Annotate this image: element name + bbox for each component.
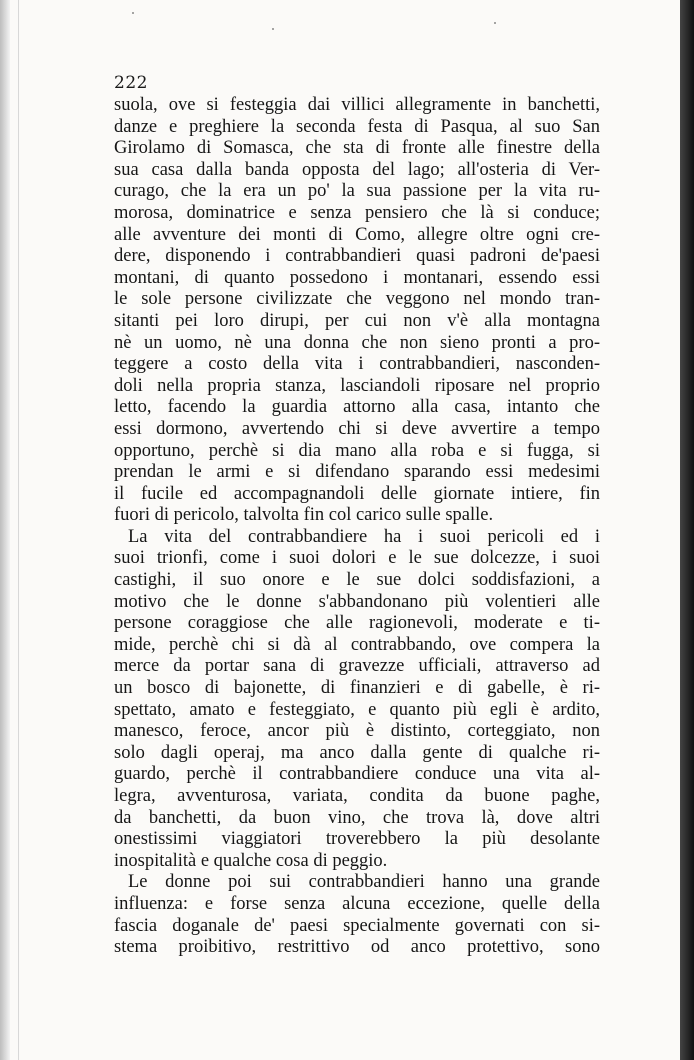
text-line: persone coraggiose che alle ragionevoli, moderate e ti- [114, 613, 600, 634]
text-line: le sole persone civilizzate che veggono nel mondo tran- [114, 289, 600, 310]
text-line: dere, disponendo i contrabbandieri quasi padroni de'paesi [114, 246, 600, 267]
text-line: letto, facendo la guardia attorno alla casa, intanto che [114, 397, 600, 418]
text-line: fascia doganale de' paesi specialmente governati con si- [114, 915, 600, 936]
spine-shadow [0, 0, 10, 1060]
text-line: guardo, perchè il contrabbandiere conduce una vita al- [114, 764, 600, 785]
text-line: influenza: e forse senza alcuna eccezione, quelle della [114, 893, 600, 914]
paper-speck [132, 12, 134, 14]
text-line: doli nella propria stanza, lasciandoli riposare nel proprio [114, 375, 600, 396]
text-line: La vita del contrabbandiere ha i suoi pericoli ed i [128, 526, 600, 547]
text-line: mide, perchè chi si dà al contrabbando, ove compera la [114, 634, 600, 655]
text-line: Le donne poi sui contrabbandieri hanno una grande [128, 872, 600, 893]
text-line: nè un uomo, nè una donna che non sieno pronti a pro- [114, 332, 600, 353]
fold-line [18, 0, 19, 1060]
text-line: spettato, amato e festeggiato, e quanto più egli è ardito, [114, 699, 600, 720]
text-line: il fucile ed accompagnandoli delle giornate intiere, fin [114, 483, 600, 504]
text-line: Girolamo di Somasca, che sta di fronte alle finestre della [114, 138, 600, 159]
paper-speck [494, 22, 496, 24]
paper-speck [272, 28, 274, 30]
page-edge [680, 0, 694, 1060]
text-line: da banchetti, da buon vino, che trova là, dove altri [114, 807, 600, 828]
text-line: legra, avventurosa, variata, condita da buone paghe, [114, 786, 600, 806]
text-line: onestissimi viaggiatori troverebbero la più desolante [114, 829, 600, 850]
text-line: un bosco di bajonette, di finanzieri e di gabelle, è ri- [114, 678, 600, 699]
text-line: suola, ove si festeggia dai villici allegramente in banchetti, [114, 95, 600, 115]
text-line: merce da portar sana di gravezze ufficiali, attraverso ad [114, 656, 600, 677]
text-line: sua casa dalla banda opposta del lago; all'osteria di Ver- [114, 159, 600, 180]
text-line: castighi, il suo onore e le sue dolci soddisfazioni, a [114, 570, 600, 591]
text-line: manesco, feroce, ancor più è distinto, corteggiato, non [114, 721, 600, 742]
text-line: suoi trionfi, come i suoi dolori e le sue dolcezze, i suoi [114, 548, 600, 569]
text-line: morosa, dominatrice e senza pensiero che là si conduce; [114, 202, 600, 223]
text-line: teggere a costo della vita i contrabbandieri, nasconden- [114, 354, 600, 375]
text-line: prendan le armi e si difendano sparando essi medesimi [114, 462, 600, 483]
text-line: inospitalità e qualche cosa di peggio. [114, 850, 388, 871]
page-number: 222 [114, 73, 148, 93]
text-line: stema proibitivo, restrittivo od anco protettivo, sono [114, 937, 600, 958]
text-line: alle avventure dei monti di Como, allegre oltre ogni cre- [114, 224, 600, 245]
text-line: opportuno, perchè si dia mano alla roba e si fugga, si [114, 440, 600, 461]
text-line: danze e preghiere la seconda festa di Pasqua, al suo San [114, 116, 600, 137]
text-line: motivo che le donne s'abbandonano più volentieri alle [114, 591, 600, 612]
body-text [114, 95, 600, 959]
text-line: essi dormono, avvertendo chi si deve avvertire a tempo [114, 418, 600, 439]
text-line: montani, di quanto possedono i montanari, essendo essi [114, 267, 600, 288]
text-line: fuori di pericolo, talvolta fin col carico sulle spalle. [114, 505, 494, 526]
text-line: sitanti pei loro dirupi, per cui non v'è alla montagna [114, 310, 600, 331]
text-line: solo dagli operaj, ma anco dalla gente di qualche ri- [114, 742, 600, 763]
text-line: curago, che la era un po' la sua passione per la vita ru- [114, 181, 600, 202]
